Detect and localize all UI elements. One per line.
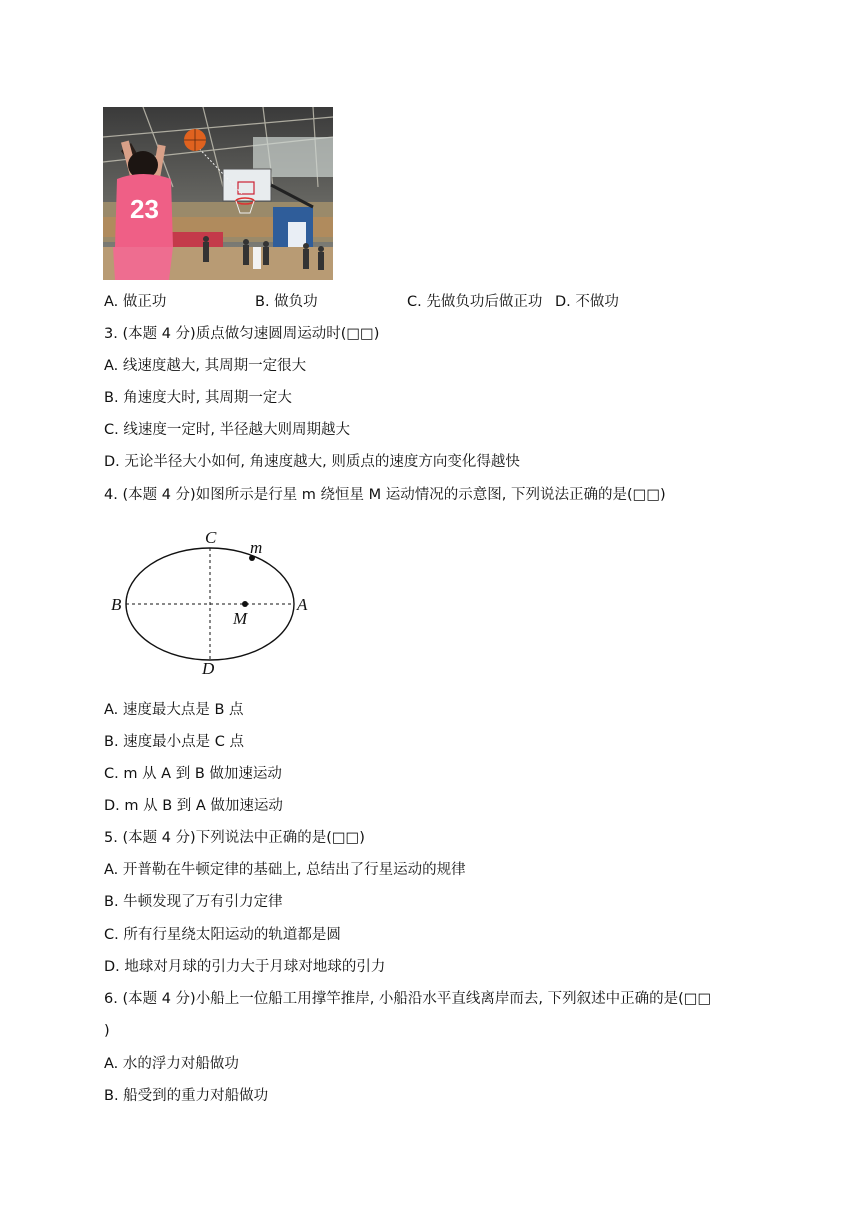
- label-c: C: [205, 528, 217, 547]
- q6-option-a[interactable]: A. 水的浮力对船做功: [104, 1056, 239, 1072]
- star-point: [242, 601, 248, 607]
- q2-option-b[interactable]: B. 做负功: [255, 294, 318, 310]
- q2-options: [0, 292, 868, 312]
- label-big-m: M: [233, 609, 248, 628]
- q6-stem-line1: 6. (本题 4 分)小船上一位船工用撑竿推岸, 小船沿水平直线离岸而去, 下列叙述中正确的是(□□: [104, 991, 712, 1007]
- q5-stem: 5. (本题 4 分)下列说法中正确的是(□□): [104, 830, 365, 846]
- jersey-number: 23: [130, 194, 159, 224]
- q5-option-a[interactable]: A. 开普勒在牛顿定律的基础上, 总结出了行星运动的规律: [104, 862, 466, 878]
- q3-stem: 3. (本题 4 分)质点做匀速圆周运动时(□□): [104, 326, 380, 342]
- q2-option-c[interactable]: C. 先做负功后做正功: [407, 294, 543, 310]
- label-a: A: [297, 595, 308, 614]
- q3-option-d[interactable]: D. 无论半径大小如何, 角速度越大, 则质点的速度方向变化得越快: [104, 454, 520, 470]
- label-d: D: [202, 659, 215, 678]
- label-b: B: [111, 595, 122, 614]
- q2-option-d[interactable]: D. 不做功: [555, 294, 619, 310]
- orbit-diagram: [100, 520, 320, 680]
- q2-option-a[interactable]: A. 做正功: [104, 294, 167, 310]
- q4-option-b[interactable]: B. 速度最小点是 C 点: [104, 734, 245, 750]
- label-m: m: [250, 538, 263, 557]
- q6-option-b[interactable]: B. 船受到的重力对船做功: [104, 1088, 269, 1104]
- q4-option-d[interactable]: D. m 从 B 到 A 做加速运动: [104, 798, 283, 814]
- q5-option-b[interactable]: B. 牛顿发现了万有引力定律: [104, 894, 283, 910]
- q5-option-d[interactable]: D. 地球对月球的引力大于月球对地球的引力: [104, 959, 386, 975]
- q3-option-b[interactable]: B. 角速度大时, 其周期一定大: [104, 390, 292, 406]
- q3-option-a[interactable]: A. 线速度越大, 其周期一定很大: [104, 358, 307, 374]
- q3-option-c[interactable]: C. 线速度一定时, 半径越大则周期越大: [104, 422, 351, 438]
- q4-option-c[interactable]: C. m 从 A 到 B 做加速运动: [104, 766, 282, 782]
- q6-stem-line2: ): [104, 1023, 110, 1039]
- q4-option-a[interactable]: A. 速度最大点是 B 点: [104, 702, 244, 718]
- q5-option-c[interactable]: C. 所有行星绕太阳运动的轨道都是圆: [104, 927, 341, 943]
- q4-stem: 4. (本题 4 分)如图所示是行星 m 绕恒星 M 运动情况的示意图, 下列说法正确的是(□□): [104, 487, 666, 503]
- basketball-photo: [103, 107, 333, 280]
